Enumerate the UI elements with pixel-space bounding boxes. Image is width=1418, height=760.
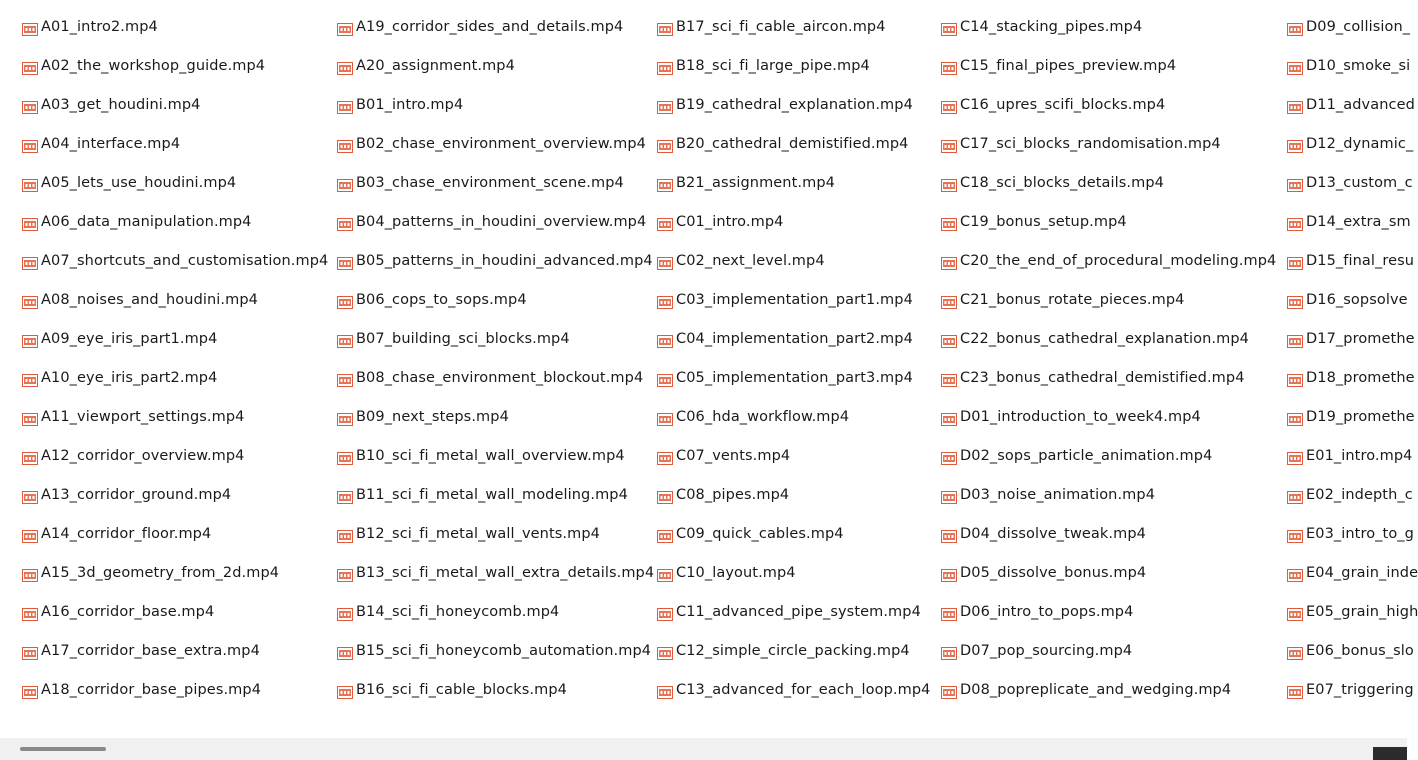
video-file-icon: [941, 606, 957, 619]
file-item[interactable]: [657, 366, 913, 390]
file-name: A03_get_houdini.mp4: [41, 97, 201, 113]
file-name: A19_corridor_sides_and_details.mp4: [356, 19, 624, 35]
video-file-icon: [1287, 255, 1303, 268]
file-item[interactable]: [22, 171, 236, 195]
file-item[interactable]: [657, 171, 835, 195]
video-file-icon: [941, 528, 957, 541]
file-name: B06_cops_to_sops.mp4: [356, 292, 527, 308]
video-file-icon: [941, 684, 957, 697]
file-item[interactable]: [22, 639, 260, 663]
file-item[interactable]: [941, 171, 1164, 195]
file-item[interactable]: [1287, 483, 1413, 507]
video-file-icon: [657, 684, 673, 697]
video-file-icon: [22, 333, 38, 346]
file-name: C18_sci_blocks_details.mp4: [960, 175, 1164, 191]
file-name: C09_quick_cables.mp4: [676, 526, 844, 542]
file-item[interactable]: [941, 405, 1201, 429]
video-file-icon: [657, 216, 673, 229]
file-item[interactable]: [1287, 639, 1414, 663]
file-item[interactable]: [22, 405, 244, 429]
file-item[interactable]: [941, 54, 1176, 78]
file-name: B20_cathedral_demistified.mp4: [676, 136, 909, 152]
file-item[interactable]: [941, 288, 1185, 312]
file-item[interactable]: [337, 483, 628, 507]
file-name: D06_intro_to_pops.mp4: [960, 604, 1134, 620]
video-file-icon: [657, 372, 673, 385]
file-name: B03_chase_environment_scene.mp4: [356, 175, 624, 191]
file-item[interactable]: [657, 405, 849, 429]
file-item[interactable]: [941, 210, 1127, 234]
video-file-icon: [337, 99, 353, 112]
file-item[interactable]: [657, 15, 886, 39]
file-name: D11_advanced: [1306, 97, 1415, 113]
video-file-icon: [941, 294, 957, 307]
file-name: C16_upres_scifi_blocks.mp4: [960, 97, 1166, 113]
file-name: D10_smoke_si: [1306, 58, 1411, 74]
file-item[interactable]: [337, 366, 643, 390]
video-file-icon: [337, 138, 353, 151]
file-name: A15_3d_geometry_from_2d.mp4: [41, 565, 280, 581]
file-name: B16_sci_fi_cable_blocks.mp4: [356, 682, 567, 698]
file-item[interactable]: [941, 678, 1231, 702]
video-file-icon: [22, 216, 38, 229]
file-item[interactable]: [22, 132, 180, 156]
video-file-icon: [337, 333, 353, 346]
file-item[interactable]: [941, 444, 1212, 468]
video-file-icon: [337, 21, 353, 34]
file-name: C21_bonus_rotate_pieces.mp4: [960, 292, 1185, 308]
file-name: A10_eye_iris_part2.mp4: [41, 370, 218, 386]
file-item[interactable]: [1287, 93, 1415, 117]
video-file-icon: [22, 255, 38, 268]
file-item[interactable]: [657, 210, 783, 234]
file-name: B02_chase_environment_overview.mp4: [356, 136, 646, 152]
video-file-icon: [22, 450, 38, 463]
file-item[interactable]: [1287, 210, 1411, 234]
video-file-icon: [1287, 606, 1303, 619]
video-file-icon: [1287, 567, 1303, 580]
video-file-icon: [337, 450, 353, 463]
video-file-icon: [1287, 450, 1303, 463]
video-file-icon: [337, 684, 353, 697]
file-name: C19_bonus_setup.mp4: [960, 214, 1127, 230]
file-item[interactable]: [337, 93, 463, 117]
video-file-icon: [657, 21, 673, 34]
video-file-icon: [941, 21, 957, 34]
video-file-icon: [22, 411, 38, 424]
video-file-icon: [657, 567, 673, 580]
file-name: C02_next_level.mp4: [676, 253, 825, 269]
file-item[interactable]: [22, 210, 252, 234]
file-item[interactable]: [941, 327, 1249, 351]
file-name: C05_implementation_part3.mp4: [676, 370, 913, 386]
video-file-icon: [1287, 528, 1303, 541]
file-name: D18_promethe: [1306, 370, 1415, 386]
video-file-icon: [657, 606, 673, 619]
file-name: B10_sci_fi_metal_wall_overview.mp4: [356, 448, 625, 464]
video-file-icon: [22, 138, 38, 151]
file-name: D12_dynamic_: [1306, 136, 1414, 152]
video-file-icon: [22, 606, 38, 619]
file-name: C14_stacking_pipes.mp4: [960, 19, 1143, 35]
video-file-icon: [337, 255, 353, 268]
file-name: B19_cathedral_explanation.mp4: [676, 97, 913, 113]
file-name: B04_patterns_in_houdini_overview.mp4: [356, 214, 647, 230]
video-file-icon: [1287, 138, 1303, 151]
video-file-icon: [941, 450, 957, 463]
file-item[interactable]: [1287, 366, 1415, 390]
file-item[interactable]: [22, 93, 200, 117]
video-file-icon: [941, 411, 957, 424]
video-file-icon: [941, 216, 957, 229]
video-file-icon: [337, 411, 353, 424]
file-name: A18_corridor_base_pipes.mp4: [41, 682, 262, 698]
file-item[interactable]: [1287, 561, 1418, 585]
file-item[interactable]: [337, 249, 653, 273]
file-name: B01_intro.mp4: [356, 97, 464, 113]
file-name: B05_patterns_in_houdini_advanced.mp4: [356, 253, 653, 269]
file-item[interactable]: [337, 132, 646, 156]
file-item[interactable]: [1287, 327, 1415, 351]
video-file-icon: [941, 138, 957, 151]
file-item[interactable]: [941, 366, 1245, 390]
video-file-icon: [657, 99, 673, 112]
video-file-icon: [941, 255, 957, 268]
file-item[interactable]: [1287, 132, 1413, 156]
video-file-icon: [657, 645, 673, 658]
video-file-icon: [657, 411, 673, 424]
file-name: A11_viewport_settings.mp4: [41, 409, 245, 425]
file-item[interactable]: [941, 561, 1146, 585]
file-item[interactable]: [941, 93, 1165, 117]
file-name: D09_collision_: [1306, 19, 1411, 35]
file-name: B17_sci_fi_cable_aircon.mp4: [676, 19, 886, 35]
file-name: D03_noise_animation.mp4: [960, 487, 1156, 503]
file-name: B09_next_steps.mp4: [356, 409, 509, 425]
file-name: C23_bonus_cathedral_demistified.mp4: [960, 370, 1245, 386]
file-item[interactable]: [657, 678, 930, 702]
video-file-icon: [337, 606, 353, 619]
file-item[interactable]: [337, 54, 515, 78]
video-file-icon: [1287, 60, 1303, 73]
file-name: D07_pop_sourcing.mp4: [960, 643, 1133, 659]
video-file-icon: [22, 372, 38, 385]
file-item[interactable]: [22, 249, 328, 273]
file-name: A04_interface.mp4: [41, 136, 181, 152]
file-name: A01_intro2.mp4: [41, 19, 158, 35]
file-name: B14_sci_fi_honeycomb.mp4: [356, 604, 560, 620]
file-item[interactable]: [22, 327, 217, 351]
file-item[interactable]: [657, 600, 921, 624]
file-name: B15_sci_fi_honeycomb_automation.mp4: [356, 643, 652, 659]
file-name: A05_lets_use_houdini.mp4: [41, 175, 237, 191]
file-item[interactable]: [941, 639, 1132, 663]
file-item[interactable]: [941, 249, 1276, 273]
file-name: D04_dissolve_tweak.mp4: [960, 526, 1146, 542]
file-item[interactable]: [941, 15, 1142, 39]
file-name: C15_final_pipes_preview.mp4: [960, 58, 1177, 74]
file-item[interactable]: [657, 288, 913, 312]
file-name: A08_noises_and_houdini.mp4: [41, 292, 258, 308]
file-item[interactable]: [337, 288, 527, 312]
video-file-icon: [22, 645, 38, 658]
file-item[interactable]: [657, 522, 844, 546]
file-item[interactable]: [941, 483, 1155, 507]
video-file-icon: [337, 372, 353, 385]
video-file-icon: [1287, 216, 1303, 229]
video-file-icon: [657, 138, 673, 151]
file-item[interactable]: [337, 444, 625, 468]
file-item[interactable]: [22, 366, 217, 390]
file-item[interactable]: [657, 444, 790, 468]
file-item[interactable]: [1287, 405, 1415, 429]
file-item[interactable]: [22, 444, 245, 468]
video-file-icon: [941, 372, 957, 385]
file-name: B11_sci_fi_metal_wall_modeling.mp4: [356, 487, 628, 503]
video-file-icon: [657, 489, 673, 502]
file-item[interactable]: [1287, 600, 1418, 624]
file-name: D17_promethe: [1306, 331, 1415, 347]
file-item[interactable]: [657, 327, 913, 351]
file-name: E01_intro.mp4: [1306, 448, 1413, 464]
file-name: B21_assignment.mp4: [676, 175, 835, 191]
scrollbar-thumb[interactable]: [20, 747, 106, 751]
video-file-icon: [22, 60, 38, 73]
video-file-icon: [337, 489, 353, 502]
file-name: D08_popreplicate_and_wedging.mp4: [960, 682, 1232, 698]
file-name: C12_simple_circle_packing.mp4: [676, 643, 910, 659]
file-item[interactable]: [22, 678, 261, 702]
video-file-icon: [657, 60, 673, 73]
video-file-icon: [1287, 333, 1303, 346]
file-name: A16_corridor_base.mp4: [41, 604, 215, 620]
file-name: E06_bonus_slo: [1306, 643, 1414, 659]
file-item[interactable]: [22, 15, 158, 39]
file-name: D13_custom_c: [1306, 175, 1413, 191]
video-file-icon: [337, 645, 353, 658]
file-name: A14_corridor_floor.mp4: [41, 526, 212, 542]
file-item[interactable]: [1287, 678, 1414, 702]
video-file-icon: [941, 177, 957, 190]
video-file-icon: [337, 177, 353, 190]
file-name: C08_pipes.mp4: [676, 487, 790, 503]
video-file-icon: [22, 21, 38, 34]
file-name: D02_sops_particle_animation.mp4: [960, 448, 1213, 464]
file-item[interactable]: [337, 678, 567, 702]
file-name: E07_triggering: [1306, 682, 1414, 698]
file-name: A20_assignment.mp4: [356, 58, 515, 74]
file-name: D15_final_resu: [1306, 253, 1415, 269]
file-name: A17_corridor_base_extra.mp4: [41, 643, 260, 659]
file-item[interactable]: [337, 171, 624, 195]
video-file-icon: [337, 528, 353, 541]
file-name: C11_advanced_pipe_system.mp4: [676, 604, 921, 620]
video-file-icon: [1287, 372, 1303, 385]
file-item[interactable]: [1287, 288, 1408, 312]
file-name: B13_sci_fi_metal_wall_extra_details.mp4: [356, 565, 655, 581]
file-name: B08_chase_environment_blockout.mp4: [356, 370, 644, 386]
video-file-icon: [22, 567, 38, 580]
file-name: A12_corridor_overview.mp4: [41, 448, 245, 464]
file-item[interactable]: [22, 54, 265, 78]
video-file-icon: [22, 294, 38, 307]
file-name: D01_introduction_to_week4.mp4: [960, 409, 1201, 425]
file-name: C13_advanced_for_each_loop.mp4: [676, 682, 931, 698]
file-item[interactable]: [941, 600, 1133, 624]
file-item[interactable]: [337, 561, 654, 585]
file-item[interactable]: [657, 483, 789, 507]
file-name: A09_eye_iris_part1.mp4: [41, 331, 218, 347]
file-name: B07_building_sci_blocks.mp4: [356, 331, 570, 347]
video-file-icon: [1287, 99, 1303, 112]
file-item[interactable]: [22, 288, 258, 312]
video-file-icon: [22, 99, 38, 112]
file-name: A02_the_workshop_guide.mp4: [41, 58, 266, 74]
file-item[interactable]: [1287, 522, 1414, 546]
file-item[interactable]: [657, 132, 909, 156]
file-item[interactable]: [337, 327, 570, 351]
video-file-icon: [337, 567, 353, 580]
file-name: C10_layout.mp4: [676, 565, 796, 581]
video-file-icon: [941, 489, 957, 502]
file-item[interactable]: [941, 522, 1146, 546]
file-item[interactable]: [1287, 444, 1413, 468]
video-file-icon: [657, 294, 673, 307]
file-item[interactable]: [941, 132, 1221, 156]
video-file-icon: [657, 333, 673, 346]
video-file-icon: [22, 177, 38, 190]
video-file-icon: [337, 294, 353, 307]
video-file-icon: [22, 489, 38, 502]
file-name: D16_sopsolve: [1306, 292, 1408, 308]
file-name: C01_intro.mp4: [676, 214, 784, 230]
video-file-icon: [1287, 411, 1303, 424]
file-name: D19_promethe: [1306, 409, 1415, 425]
file-item[interactable]: [657, 54, 870, 78]
file-name: B18_sci_fi_large_pipe.mp4: [676, 58, 870, 74]
file-item[interactable]: [337, 639, 651, 663]
file-name: A07_shortcuts_and_customisation.mp4: [41, 253, 329, 269]
video-file-icon: [22, 684, 38, 697]
video-file-icon: [941, 333, 957, 346]
video-file-icon: [1287, 684, 1303, 697]
video-file-icon: [1287, 294, 1303, 307]
video-file-icon: [657, 450, 673, 463]
video-file-icon: [337, 60, 353, 73]
video-file-icon: [337, 216, 353, 229]
file-name: E02_indepth_c: [1306, 487, 1413, 503]
video-file-icon: [941, 60, 957, 73]
file-item[interactable]: [1287, 249, 1414, 273]
file-item[interactable]: [337, 15, 623, 39]
file-item[interactable]: [657, 249, 825, 273]
file-item[interactable]: [22, 483, 231, 507]
file-name: E05_grain_high: [1306, 604, 1418, 620]
file-item[interactable]: [1287, 54, 1410, 78]
file-name: C07_vents.mp4: [676, 448, 791, 464]
video-file-icon: [657, 255, 673, 268]
file-name: D14_extra_sm: [1306, 214, 1411, 230]
video-file-icon: [657, 528, 673, 541]
file-name: C17_sci_blocks_randomisation.mp4: [960, 136, 1221, 152]
video-file-icon: [941, 567, 957, 580]
file-name: E04_grain_inde: [1306, 565, 1418, 581]
video-file-icon: [941, 645, 957, 658]
file-item[interactable]: [22, 561, 279, 585]
file-name: A06_data_manipulation.mp4: [41, 214, 252, 230]
horizontal-scrollbar[interactable]: [0, 738, 1407, 760]
file-name: E03_intro_to_g: [1306, 526, 1414, 542]
file-item[interactable]: [657, 93, 913, 117]
video-file-icon: [941, 99, 957, 112]
window-corner: [1373, 747, 1407, 760]
video-file-icon: [657, 177, 673, 190]
video-file-icon: [22, 528, 38, 541]
video-file-icon: [1287, 489, 1303, 502]
file-item[interactable]: [337, 210, 646, 234]
video-file-icon: [1287, 645, 1303, 658]
file-item[interactable]: [657, 639, 910, 663]
file-item[interactable]: [337, 600, 559, 624]
file-item[interactable]: [1287, 15, 1410, 39]
file-name: C20_the_end_of_procedural_modeling.mp4: [960, 253, 1277, 269]
file-item[interactable]: [1287, 171, 1413, 195]
file-name: C22_bonus_cathedral_explanation.mp4: [960, 331, 1249, 347]
file-name: C04_implementation_part2.mp4: [676, 331, 913, 347]
file-name: D05_dissolve_bonus.mp4: [960, 565, 1147, 581]
file-item[interactable]: [337, 405, 509, 429]
file-name: C03_implementation_part1.mp4: [676, 292, 913, 308]
file-item[interactable]: [22, 600, 214, 624]
video-file-icon: [1287, 177, 1303, 190]
file-item[interactable]: [22, 522, 211, 546]
file-name: C06_hda_workflow.mp4: [676, 409, 850, 425]
file-name: B12_sci_fi_metal_wall_vents.mp4: [356, 526, 600, 542]
video-file-icon: [1287, 21, 1303, 34]
file-item[interactable]: [657, 561, 796, 585]
file-name: A13_corridor_ground.mp4: [41, 487, 232, 503]
file-item[interactable]: [337, 522, 600, 546]
